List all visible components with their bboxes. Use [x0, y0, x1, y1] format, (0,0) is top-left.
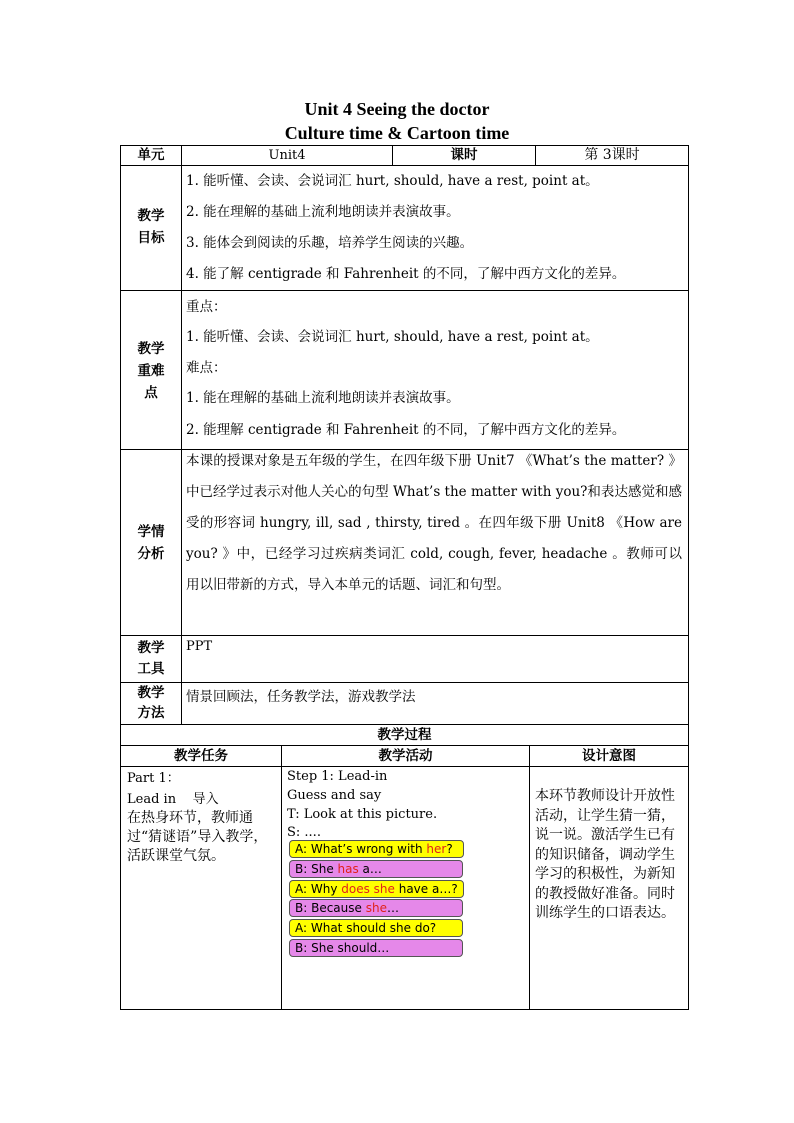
task-description: 在热身环节，教师通过“猜谜语”导入教学，活跃课堂气氛。: [127, 810, 268, 864]
tools-value: PPT: [186, 639, 213, 654]
keypoint-line: 1. 能听懂、会读、会说词汇 hurt, should, have a rest, point at。: [186, 329, 599, 345]
unit-value: Unit4: [268, 148, 306, 163]
activity-teacher-line: T: Look at this picture.: [287, 807, 438, 822]
process-title: 教学过程: [377, 727, 432, 743]
keypoint-line: 1. 能在理解的基础上流利地朗读并表演故事。: [186, 390, 460, 406]
document-subtitle: Culture time & Cartoon time: [284, 123, 510, 143]
bubble-text: she: [365, 901, 387, 915]
unit-label: 单元: [137, 147, 165, 163]
bubble-text: ?: [446, 842, 453, 856]
tools-label: 教学 工具: [137, 640, 165, 677]
activity-sub: Guess and say: [287, 788, 382, 803]
objective-item: 2. 能在理解的基础上流利地朗读并表演故事。: [186, 204, 460, 220]
bubble-text: A: What’s wrong with: [295, 842, 427, 856]
dialogue-bubble: [289, 840, 464, 858]
col-task-header: 教学任务: [174, 748, 228, 764]
analysis-label: 学情 分析: [137, 524, 165, 562]
bubble-text: B: She should…: [295, 941, 390, 955]
activity-step: Step 1: Lead-in: [287, 769, 388, 784]
bubble-text: B: She: [295, 862, 338, 876]
period-value: 第 3课时: [584, 147, 640, 163]
keypoints-label: 教学 重难 点: [137, 341, 165, 401]
dialogue-bubble: [289, 860, 463, 878]
bubble-text: A: What should she do?: [295, 921, 437, 935]
bubble-text: does she: [341, 882, 395, 896]
keypoint-line: 重点：: [186, 299, 227, 315]
bubble-text: her: [426, 842, 447, 856]
bubble-text: has: [337, 862, 359, 876]
task-part: Part 1：: [127, 771, 180, 786]
dialogue-bubble: [289, 880, 464, 898]
document-title: Unit 4 Seeing the doctor: [304, 99, 490, 119]
design-intent: 本环节教师设计开放性活动，让学生猜一猜，说一说。激活学生已有的知识储备，调动学生学习的积极性，为新知的教授做好准备。同时训练学生的口语表达。: [535, 788, 675, 921]
objective-item: 3. 能体会到阅读的乐趣，培养学生阅读的兴趣。: [186, 235, 474, 251]
objective-item: 1. 能听懂、会读、会说词汇 hurt, should, have a rest, point at。: [186, 173, 599, 189]
period-label: 课时: [450, 147, 478, 163]
activity-student-line: S: ....: [287, 825, 321, 840]
dialogue-bubble: [289, 919, 463, 937]
keypoint-line: 2. 能理解 centigrade 和 Fahrenheit 的不同，了解中西方文化的差异。: [186, 422, 626, 438]
bubble-text: B: Because: [295, 901, 366, 915]
bubble-text: A: Why: [295, 882, 342, 896]
methods-value: 情景回顾法，任务教学法，游戏教学法: [186, 689, 416, 705]
dialogue-bubble: [289, 899, 463, 917]
objectives-label: 教学 目标: [137, 208, 165, 246]
bubble-text: …: [386, 901, 399, 915]
col-intent-header: 设计意图: [582, 748, 636, 764]
objective-item: 4. 能了解 centigrade 和 Fahrenheit 的不同，了解中西方文化的差异。: [186, 266, 626, 282]
col-activity-header: 教学活动: [378, 748, 433, 764]
bubble-text: have a…?: [394, 882, 458, 896]
analysis-text: 本课的授课对象是五年级的学生，在四年级下册 Unit7 《What’s the matter? 》中已经学过表示对他人关心的句型 What’s the matter with you?和表达感觉和感受的形容词 hungry, ill, sad , thirsty, tired 。在四年级下册 Unit8 《How are you? 》中，已经学习过疾病类词汇 cold, cough, fever, headache 。教师可以用以旧带新的方式，导入本单元的话题、词汇和句型。: [186, 453, 682, 593]
bubble-text: a…: [358, 862, 382, 876]
methods-label: 教学 方法: [137, 685, 165, 721]
keypoint-line: 难点：: [186, 360, 227, 376]
dialogue-bubble: [289, 939, 463, 957]
task-name: Lead in 导入: [127, 792, 219, 807]
